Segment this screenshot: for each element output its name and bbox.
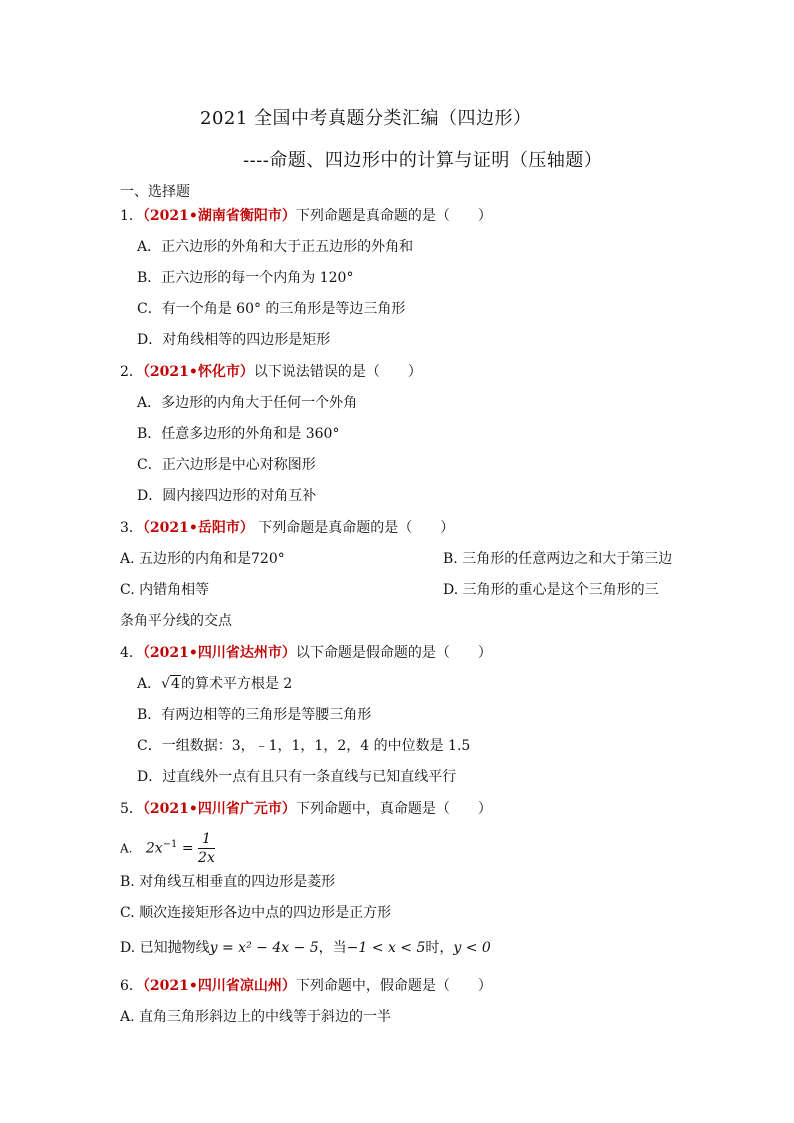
question-stem: 下列命题中，假命题是（ ） (295, 978, 492, 994)
question-source: （2021•四川省凉山州） (142, 978, 296, 994)
question-1 (120, 206, 492, 226)
option-a (137, 674, 292, 694)
question-stem: 以下说法错误的是（ ） (253, 364, 422, 380)
question-5 (120, 799, 492, 819)
question-stem: 以下命题是假命题的是（ ） (295, 645, 492, 661)
option-b: B．有两边相等的三角形是等腰三角形 (137, 707, 372, 723)
document-title: 2021 全国中考真题分类汇编（四边形） (200, 108, 532, 129)
option-b: B．任意多边形的外角和是 360° (137, 426, 340, 442)
option-c: C. 内错角相等 (120, 582, 210, 598)
question-number: 2． (120, 364, 143, 380)
option-text: ，当 (318, 940, 347, 956)
question-source: （2021•怀化市） (142, 364, 254, 380)
question-3 (120, 518, 454, 538)
question-number: 5． (120, 801, 143, 817)
question-stem: 下列命题是真命题的是（ ） (295, 208, 492, 224)
option-d-continued: 条角平分线的交点 (120, 613, 232, 629)
option-a: A. 五边形的内角和是720° (120, 551, 285, 567)
section-heading: 一、选择题 (120, 184, 190, 200)
question-6 (120, 976, 492, 996)
question-stem: 下列命题中，真命题是（ ） (295, 801, 492, 817)
question-stem: 下列命题是真命题的是（ ） (253, 520, 455, 536)
option-d: D．过直线外一点有且只有一条直线与已知直线平行 (137, 769, 457, 785)
equals-sign: = (177, 840, 199, 857)
interval-condition: −1 < x < 5 (346, 940, 426, 956)
option-b: B. 三角形的任意两边之和大于第三边 (443, 551, 673, 567)
option-d (120, 938, 491, 958)
option-a (120, 826, 215, 868)
fraction-denominator: 2x (198, 850, 215, 867)
option-a: A. 直角三角形斜边上的中线等于斜边的一半 (120, 1009, 392, 1025)
option-d: D. 三角形的重心是这个三角形的三 (443, 582, 659, 598)
question-number: 3． (120, 520, 143, 536)
option-a: A．正六边形的外角和大于正五边形的外角和 (137, 239, 414, 255)
option-text: D. 已知抛物线 (120, 940, 210, 956)
fraction (198, 830, 215, 867)
fraction-numerator: 1 (198, 830, 215, 849)
option-c: C．正六边形是中心对称图形 (137, 457, 316, 473)
exponent: −1 (162, 839, 178, 850)
option-text: 时， (425, 940, 454, 956)
question-source: （2021•岳阳市） (142, 520, 254, 536)
option-c: C．一组数据：3，﹣1，1，1，2，4 的中位数是 1.5 (137, 738, 471, 754)
option-b: B．正六边形的每一个内角为 120° (137, 270, 354, 286)
option-a: A．多边形的内角大于任何一个外角 (137, 395, 358, 411)
question-2 (120, 362, 422, 382)
question-number: 4． (120, 645, 143, 661)
option-label: A． (137, 676, 162, 692)
question-source: （2021•湖南省衡阳市） (142, 208, 296, 224)
option-text: 的算术平方根是 2 (180, 676, 293, 692)
option-b: B. 对角线互相垂直的四边形是菱形 (120, 874, 336, 890)
question-number: 1． (120, 208, 143, 224)
question-source: （2021•四川省广元市） (142, 801, 296, 817)
question-source: （2021•四川省达州市） (142, 645, 296, 661)
option-label: A. (120, 841, 133, 856)
question-number: 6． (120, 978, 143, 994)
equation-lhs: 2x (145, 840, 163, 857)
option-d: D．圆内接四边形的对角互补 (137, 488, 317, 504)
radicand: 4 (171, 676, 180, 692)
option-c: C. 顺次连接矩形各边中点的四边形是正方形 (120, 905, 392, 921)
square-root: √4 (161, 676, 180, 692)
result-inequality: y < 0 (453, 940, 491, 956)
option-c: C．有一个角是 60° 的三角形是等边三角形 (137, 301, 406, 317)
parabola-equation: y = x² − 4x − 5 (209, 940, 319, 956)
document-subtitle: ----命题、四边形中的计算与证明（压轴题） (243, 150, 603, 171)
question-4 (120, 643, 492, 663)
option-d: D．对角线相等的四边形是矩形 (137, 332, 331, 348)
